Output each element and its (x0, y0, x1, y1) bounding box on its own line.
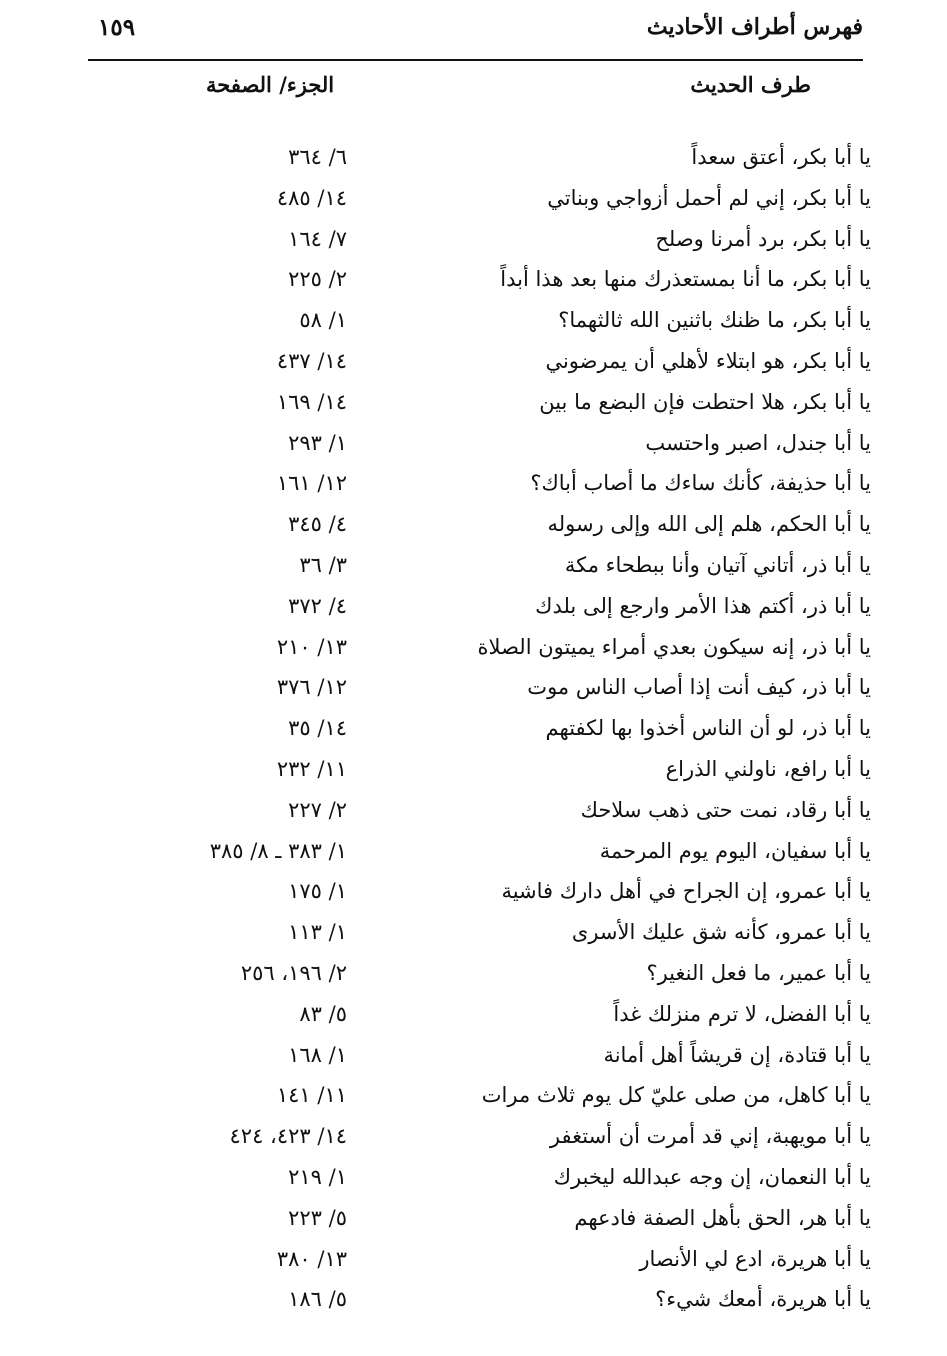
volume-page-ref: ٤/ ٣٤٥ (288, 512, 347, 537)
index-entry (0, 308, 947, 349)
hadith-text: يا أبا حذيفة، كأنك ساءك ما أصاب أباك؟ (530, 471, 871, 496)
volume-page-ref: ٥/ ١٨٦ (288, 1287, 347, 1312)
volume-page-ref: ٥/ ٢٢٣ (288, 1205, 347, 1230)
hadith-text: يا أبا هريرة، أمعك شيء؟ (655, 1287, 871, 1312)
hadith-text: يا أبا بكر، إني لم أحمل أزواجي وبناتي (547, 185, 871, 210)
index-entry (0, 431, 947, 472)
index-entry (0, 1124, 947, 1165)
hadith-text: يا أبا ذر، أتاني آتيان وأنا ببطحاء مكة (564, 552, 871, 577)
index-entry (0, 594, 947, 635)
volume-page-ref: ١٤/ ٤٣٧ (276, 348, 347, 373)
hadith-text: يا أبا هريرة، ادع لي الأنصار (639, 1246, 871, 1271)
index-entry (0, 390, 947, 431)
index-entry (0, 553, 947, 594)
volume-page-ref: ١١/ ١٤١ (276, 1083, 347, 1108)
hadith-text: يا أبا بكر، برد أمرنا وصلح (655, 226, 871, 251)
hadith-text: يا أبا بكر، هلا احتطت فإن البضع ما بين (539, 389, 871, 414)
volume-page-ref: ٦/ ٣٦٤ (288, 145, 347, 169)
index-entry (0, 1165, 947, 1206)
hadith-text: يا أبا عمير، ما فعل النغير؟ (646, 960, 871, 985)
hadith-text: يا أبا كاهل، من صلى عليّ كل يوم ثلاث مرات (481, 1083, 871, 1108)
hadith-text: يا أبا بكر، أعتق سعداً (691, 145, 871, 169)
index-entry (0, 471, 947, 512)
hadith-text: يا أبا بكر، هو ابتلاء لأهلي أن يمرضوني (545, 348, 871, 373)
hadith-text: يا أبا الحكم، هلم إلى الله وإلى رسوله (547, 512, 871, 537)
volume-page-ref: ٢/ ١٩٦، ٢٥٦ (240, 960, 347, 985)
volume-page-ref: ١/ ٣٨٣ ـ ٨/ ٣٨٥ (209, 838, 347, 863)
volume-page-ref: ١٣/ ٢١٠ (276, 634, 347, 659)
hadith-text: يا أبا جندل، اصبر واحتسب (645, 430, 871, 455)
volume-page-ref: ١٢/ ٣٧٦ (276, 675, 347, 700)
hadith-text: يا أبا بكر، ما أنا بمستعذرك منها بعد هذا أبداً (500, 267, 871, 292)
hadith-text: يا أبا ذر، أكتم هذا الأمر وارجع إلى بلدك (535, 593, 871, 618)
index-entry (0, 512, 947, 553)
hadith-text: يا أبا النعمان، إن وجه عبدالله ليخبرك (553, 1164, 871, 1189)
hadith-text: يا أبا قتادة، إن قريشاً أهل أمانة (603, 1042, 871, 1067)
volume-page-ref: ١/ ١٧٥ (288, 879, 347, 904)
index-entry (0, 798, 947, 839)
index-entry (0, 879, 947, 920)
index-entry (0, 145, 947, 186)
column-headers (0, 72, 947, 106)
volume-page-ref: ١/ ٢٩٣ (288, 430, 347, 455)
column-header-hadith: طرف الحديث (690, 72, 811, 97)
index-entry (0, 267, 947, 308)
volume-page-ref: ١٤/ ١٦٩ (276, 389, 347, 414)
volume-page-ref: ٢/ ٢٢٥ (288, 267, 347, 292)
index-entry (0, 349, 947, 390)
index-entry (0, 1287, 947, 1328)
hadith-text: يا أبا مويهبة، إني قد أمرت أن أستغفر (549, 1124, 871, 1149)
volume-page-ref: ٣/ ٣٦ (299, 552, 347, 577)
index-entry (0, 839, 947, 880)
index-entry (0, 716, 947, 757)
index-entry (0, 1206, 947, 1247)
running-head (88, 14, 863, 50)
volume-page-ref: ١/ ١١٣ (288, 920, 347, 945)
hadith-text: يا أبا الفضل، لا ترم منزلك غداً (613, 1001, 871, 1026)
index-entry (0, 227, 947, 268)
hadith-index-list (0, 145, 947, 1328)
volume-page-ref: ١/ ١٦٨ (288, 1042, 347, 1067)
hadith-text: يا أبا بكر، ما ظنك باثنين الله ثالثهما؟ (558, 308, 871, 333)
hadith-text: يا أبا ذر، كيف أنت إذا أصاب الناس موت (527, 675, 871, 700)
index-entry (0, 961, 947, 1002)
volume-page-ref: ١/ ٥٨ (299, 308, 347, 333)
index-entry (0, 635, 947, 676)
hadith-text: يا أبا ذر، لو أن الناس أخذوا بها لكفتهم (545, 716, 871, 741)
volume-page-ref: ١٤/ ٤٢٣، ٤٢٤ (229, 1124, 347, 1149)
volume-page-ref: ٥/ ٨٣ (299, 1001, 347, 1026)
volume-page-ref: ٧/ ١٦٤ (288, 226, 347, 251)
hadith-text: يا أبا عمرو، إن الجراح في أهل دارك فاشية (501, 879, 871, 904)
volume-page-ref: ١٤/ ٣٥ (288, 716, 347, 741)
page-number: ١٥٩ (98, 14, 136, 41)
index-entry (0, 675, 947, 716)
hadith-text: يا أبا عمرو، كأنه شق عليك الأسرى (571, 920, 871, 945)
index-entry (0, 186, 947, 227)
column-header-reference: الجزء/ الصفحة (206, 72, 335, 97)
volume-page-ref: ١/ ٢١٩ (288, 1164, 347, 1189)
running-head-title: فهرس أطراف الأحاديث (646, 14, 863, 40)
index-entry (0, 757, 947, 798)
header-rule (88, 59, 863, 61)
volume-page-ref: ٤/ ٣٧٢ (288, 593, 347, 618)
index-entry (0, 1247, 947, 1288)
index-entry (0, 1043, 947, 1084)
index-entry (0, 920, 947, 961)
hadith-text: يا أبا رقاد، نمت حتى ذهب سلاحك (580, 797, 871, 822)
volume-page-ref: ١٤/ ٤٨٥ (276, 185, 347, 210)
volume-page-ref: ٢/ ٢٢٧ (288, 797, 347, 822)
hadith-text: يا أبا رافع، ناولني الذراع (665, 756, 871, 781)
volume-page-ref: ١٣/ ٣٨٠ (276, 1246, 347, 1271)
hadith-text: يا أبا سفيان، اليوم يوم المرحمة (599, 838, 871, 863)
index-entry (0, 1083, 947, 1124)
index-entry (0, 1002, 947, 1043)
volume-page-ref: ١١/ ٢٣٢ (276, 756, 347, 781)
hadith-text: يا أبا ذر، إنه سيكون بعدي أمراء يميتون الصلاة (477, 634, 871, 659)
hadith-text: يا أبا هر، الحق بأهل الصفة فادعهم (574, 1205, 871, 1230)
volume-page-ref: ١٢/ ١٦١ (276, 471, 347, 496)
